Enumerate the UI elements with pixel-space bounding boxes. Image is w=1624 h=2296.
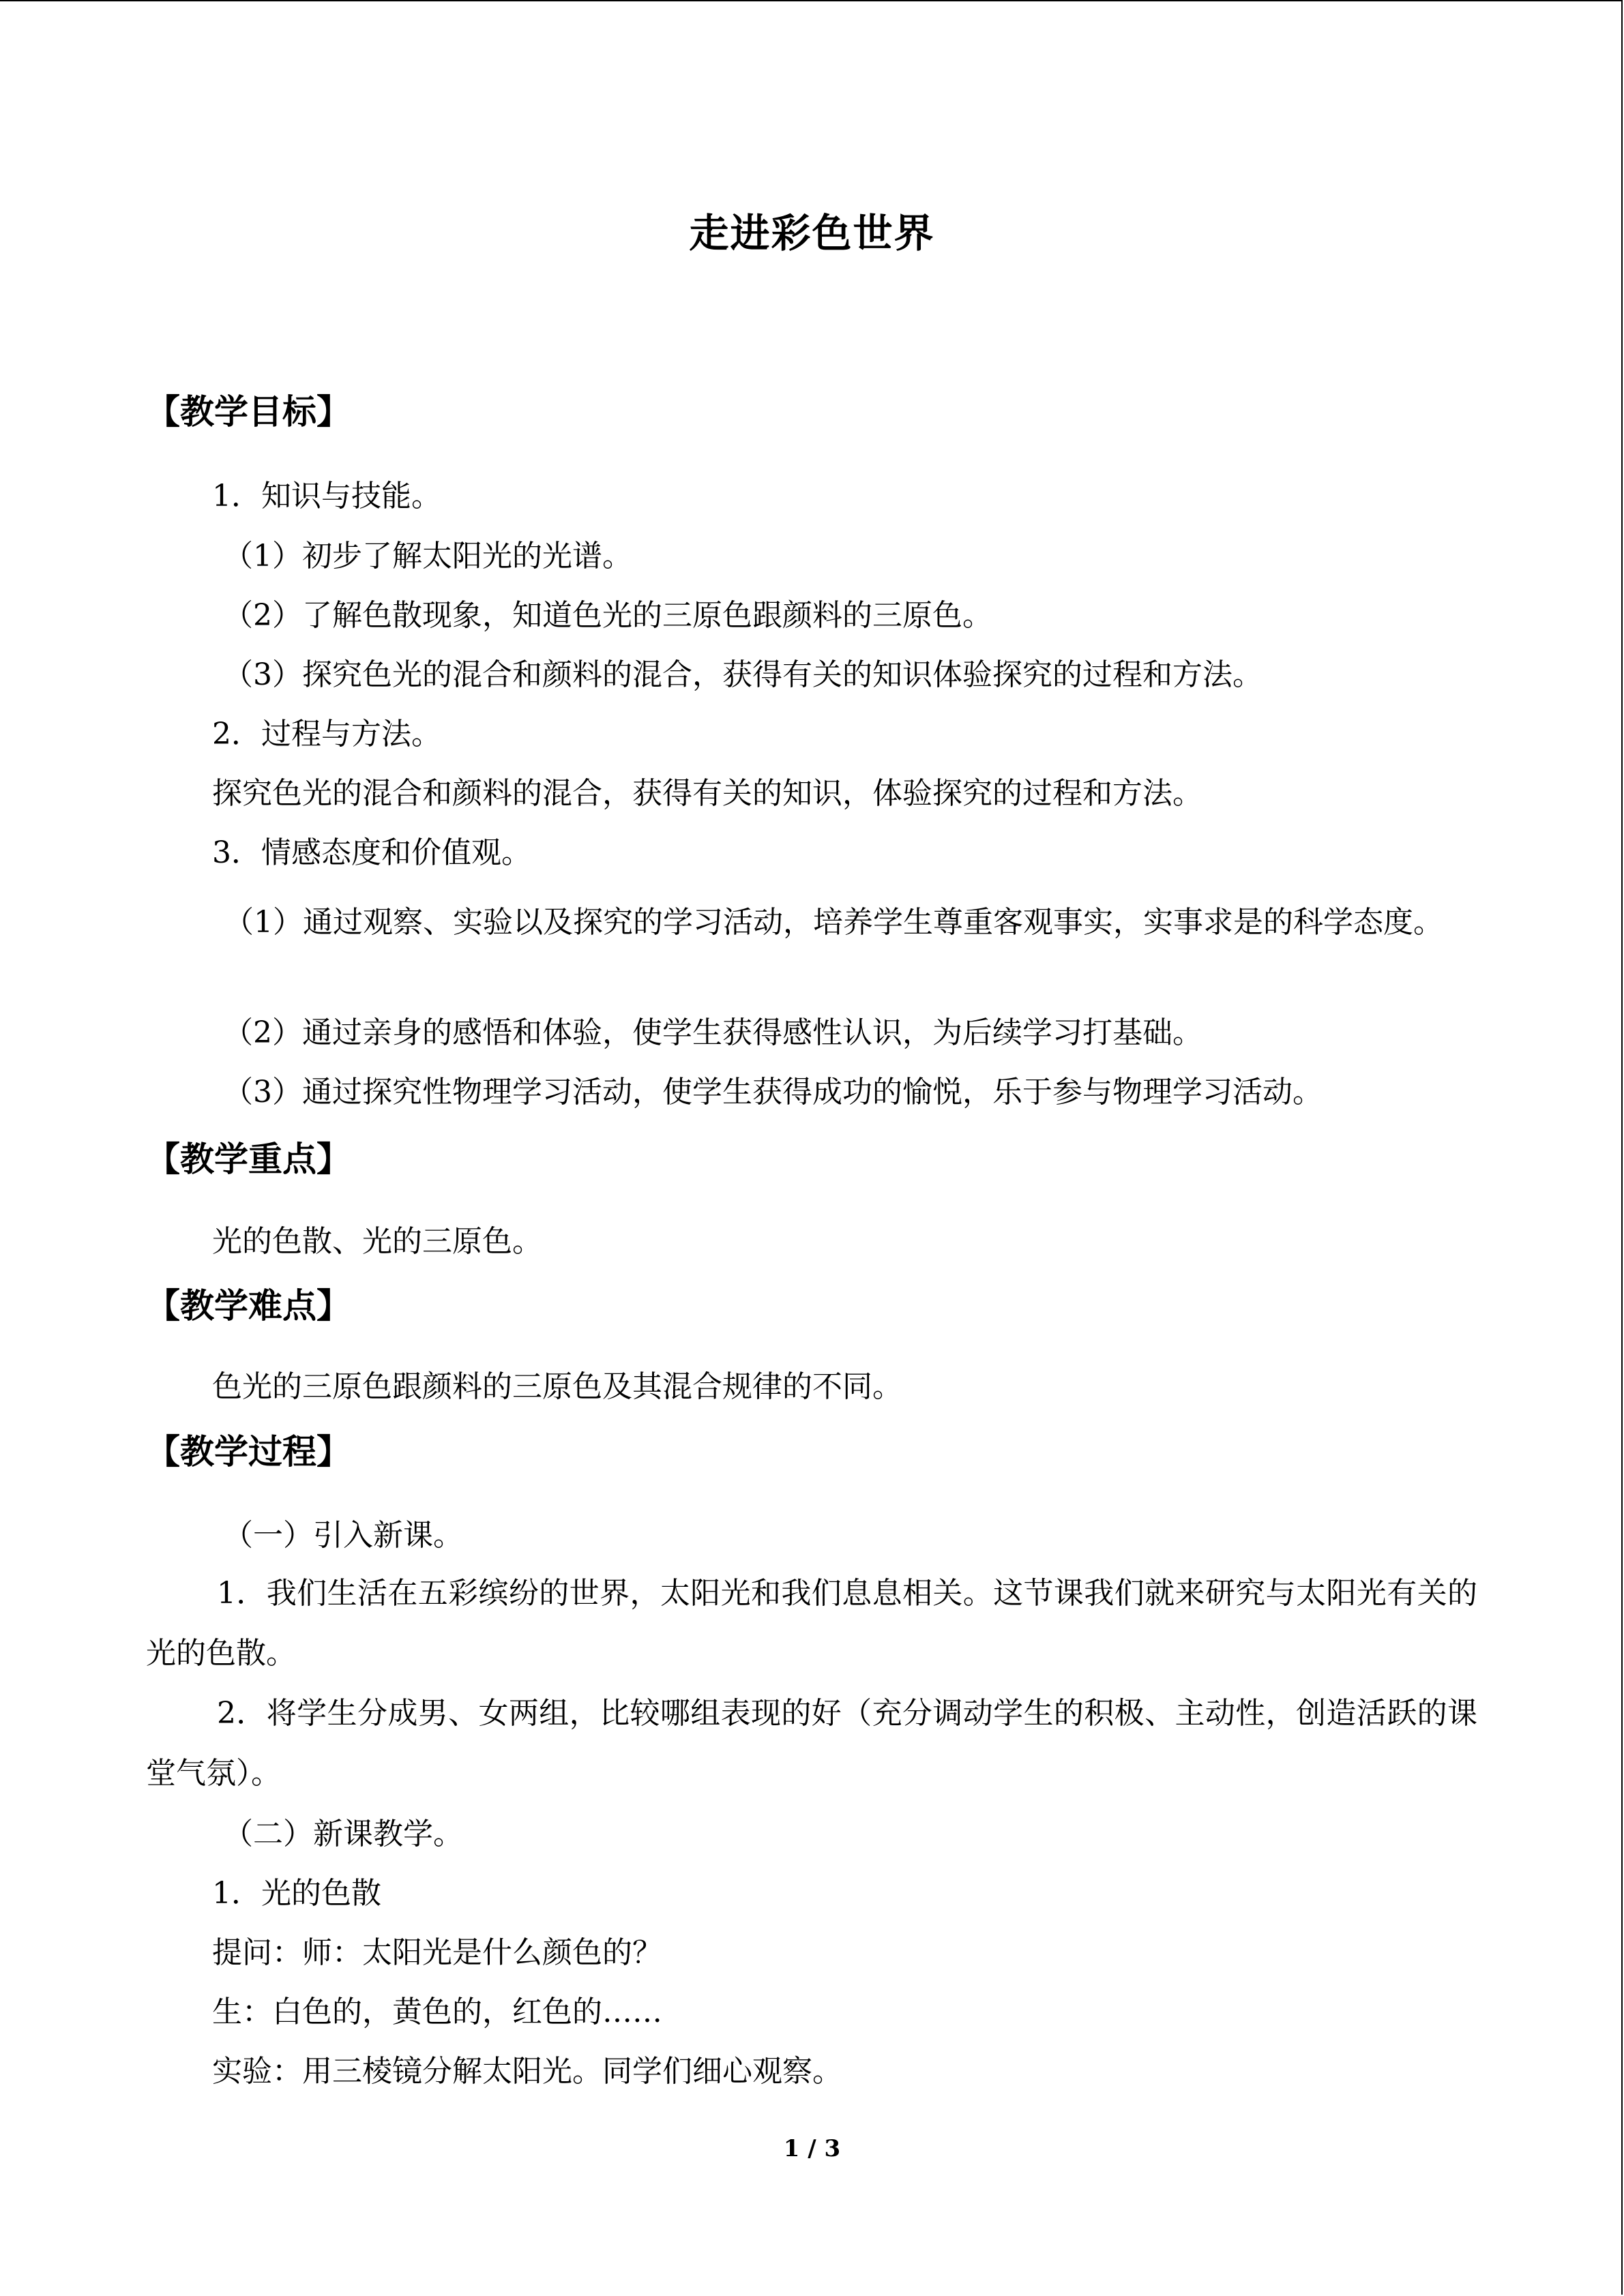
process-method-text: 探究色光的混合和颜料的混合，获得有关的知识，体验探究的过程和方法。 [212,776,1202,811]
heading-process: 【教学过程】 [146,1431,351,1472]
difficulties-text: 色光的三原色跟颜料的三原色及其混合规律的不同。 [212,1369,902,1404]
attitude-heading: 3．情感态度和价值观。 [212,835,531,870]
heading-key-points: 【教学重点】 [146,1139,351,1179]
knowledge-item: （1）初步了解太阳光的光谱。 [223,539,632,573]
intro-item: 1．我们生活在五彩缤纷的世界，太阳光和我们息息相关。这节课我们就来研究与太阳光有关的光的色散。 [146,1576,1477,1671]
experiment-text: 实验：用三棱镜分解太阳光。同学们细心观察。 [212,2054,842,2089]
attitude-item: （2）通过亲身的感悟和体验，使学生获得感性认识，为后续学习打基础。 [223,1015,1202,1050]
process-method-heading: 2．过程与方法。 [212,717,441,751]
attitude-item: （3）通过探究性物理学习活动，使学生获得成功的愉悦，乐于参与物理学习活动。 [223,1075,1323,1109]
document-title: 走进彩色世界 [689,210,935,256]
page-number: 1 / 3 [783,2135,841,2162]
student-answer: 生：白色的，黄色的，红色的…… [212,1995,662,2029]
new-lesson-heading: （二）新课教学。 [223,1817,463,1851]
heading-difficulties: 【教学难点】 [146,1285,351,1326]
key-points-text: 光的色散、光的三原色。 [212,1224,542,1259]
intro-heading: （一）引入新课。 [223,1518,463,1553]
knowledge-item: （3）探究色光的混合和颜料的混合，获得有关的知识体验探究的过程和方法。 [223,657,1263,692]
heading-objectives: 【教学目标】 [146,391,351,432]
intro-item: 2．将学生分成男、女两组，比较哪组表现的好（充分调动学生的积极、主动性，创造活跃的课堂气氛）。 [146,1696,1477,1791]
teacher-question: 提问：师：太阳光是什么颜色的？ [212,1935,662,1970]
knowledge-item: （2）了解色散现象，知道色光的三原色跟颜料的三原色。 [223,598,992,633]
topic-dispersion: 1．光的色散 [212,1876,381,1911]
attitude-item: （1）通过观察、实验以及探究的学习活动，培养学生尊重客观事实，实事求是的科学态度。 [224,905,1443,940]
knowledge-heading: 1．知识与技能。 [212,479,441,513]
